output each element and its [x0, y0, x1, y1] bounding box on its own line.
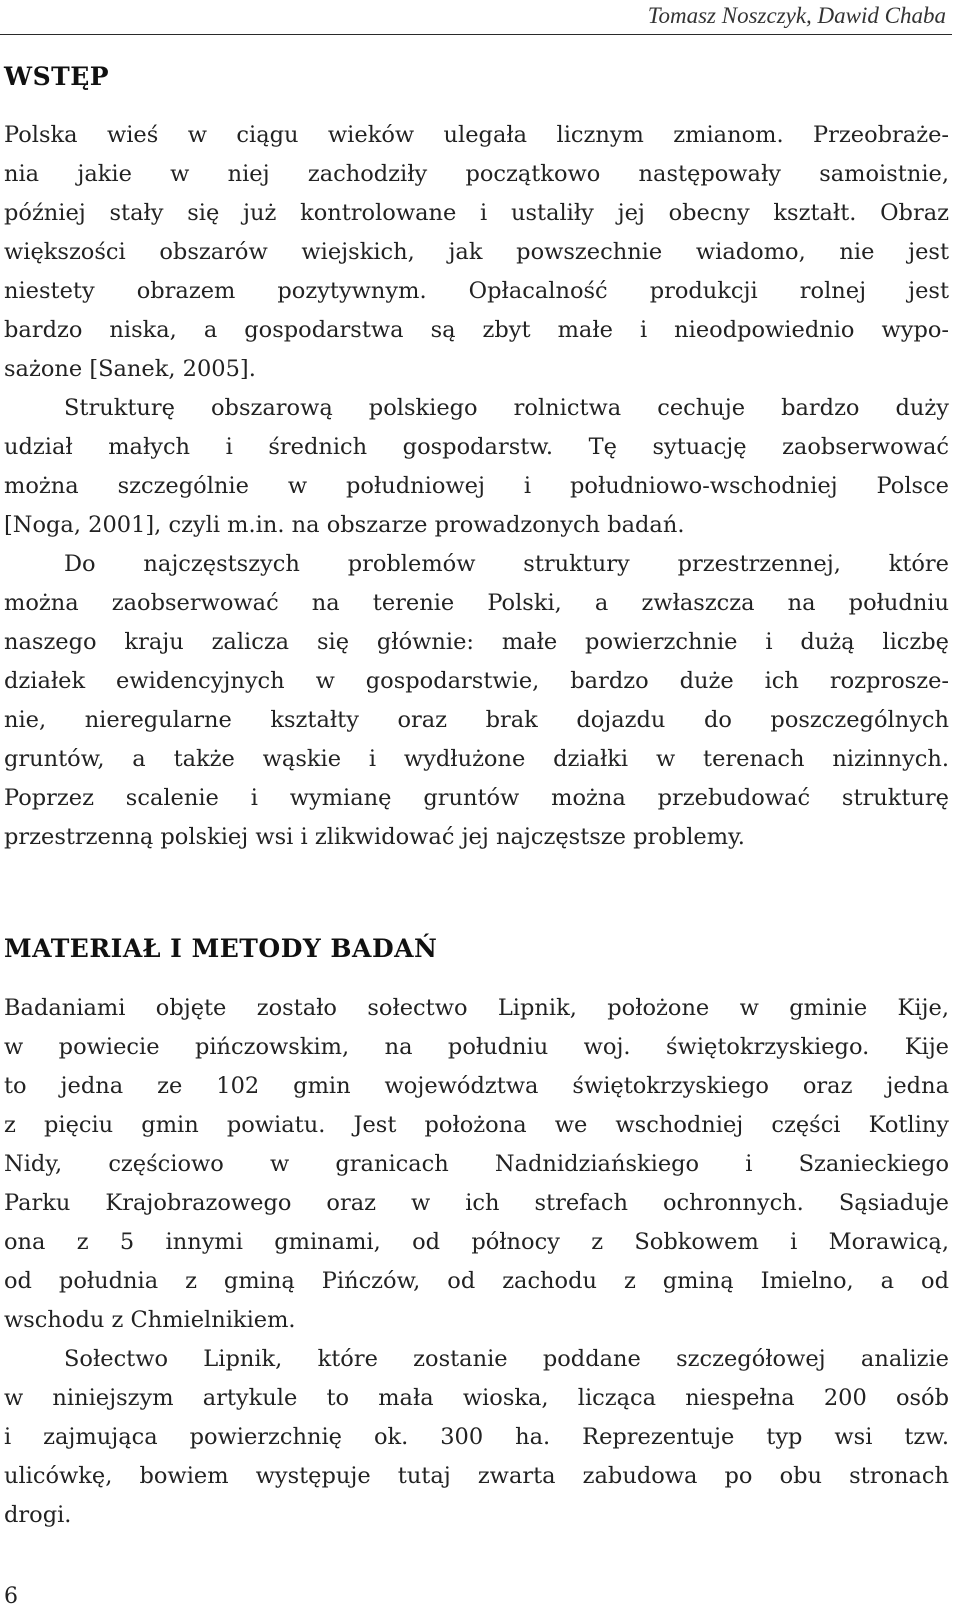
- body-text-line: udział małych i średnich gospodarstw. Tę sytuację zaobserwować: [4, 434, 949, 460]
- body-text-line: Sołectwo Lipnik, które zostanie poddane szczegółowej analizie: [64, 1346, 949, 1372]
- body-text-line: od południa z gminą Pińczów, od zachodu z gminą Imielno, a od: [4, 1268, 949, 1294]
- body-text-line: naszego kraju zalicza się głównie: małe powierzchnie i dużą liczbę: [4, 629, 949, 655]
- body-text-line: większości obszarów wiejskich, jak powszechnie wiadomo, nie jest: [4, 239, 949, 265]
- body-text-line: Badaniami objęte zostało sołectwo Lipnik, położone w gminie Kije,: [4, 995, 949, 1021]
- body-text-line: przestrzenną polskiej wsi i zlikwidować jej najczęstsze problemy.: [4, 824, 745, 850]
- body-text-line: można zaobserwować na terenie Polski, a zwłaszcza na południu: [4, 590, 949, 616]
- body-text-line: [Noga, 2001], czyli m.in. na obszarze prowadzonych badań.: [4, 512, 685, 538]
- body-text-line: ona z 5 innymi gminami, od północy z Sobkowem i Morawicą,: [4, 1229, 949, 1255]
- body-text-line: Do najczęstszych problemów struktury przestrzennej, które: [64, 551, 949, 577]
- body-text-line: Parku Krajobrazowego oraz w ich strefach ochronnych. Sąsiaduje: [4, 1190, 949, 1216]
- body-text-line: można szczególnie w południowej i południowo-wschodniej Polsce: [4, 473, 949, 499]
- body-text-line: Polska wieś w ciągu wieków ulegała licznym zmianom. Przeobraże-: [4, 122, 949, 148]
- running-header: [0, 0, 952, 35]
- body-text-line: niestety obrazem pozytywnym. Opłacalność produkcji rolnej jest: [4, 278, 949, 304]
- body-text-line: i zajmująca powierzchnię ok. 300 ha. Reprezentuje typ wsi tzw.: [4, 1424, 949, 1450]
- page-number: 6: [4, 1584, 18, 1609]
- body-text-line: nia jakie w niej zachodziły początkowo następowały samoistnie,: [4, 161, 949, 187]
- header-authors: Tomasz Noszczyk, Dawid Chaba: [647, 3, 946, 28]
- body-text-line: gruntów, a także wąskie i wydłużone działki w terenach nizinnych.: [4, 746, 949, 772]
- body-text-line: nie, nieregularne kształty oraz brak dojazdu do poszczególnych: [4, 707, 949, 733]
- body-text-line: w niniejszym artykule to mała wioska, licząca niespełna 200 osób: [4, 1385, 949, 1411]
- section-heading-intro: WSTĘP: [4, 62, 110, 91]
- body-text-line: to jedna ze 102 gmin województwa świętokrzyskiego oraz jedna: [4, 1073, 949, 1099]
- body-text-line: działek ewidencyjnych w gospodarstwie, bardzo duże ich rozprosze-: [4, 668, 949, 694]
- body-text-line: Nidy, częściowo w granicach Nadnidziańskiego i Szanieckiego: [4, 1151, 949, 1177]
- body-text-line: później stały się już kontrolowane i ustaliły jej obecny kształt. Obraz: [4, 200, 949, 226]
- body-text-line: ulicówkę, bowiem występuje tutaj zwarta zabudowa po obu stronach: [4, 1463, 949, 1489]
- body-text-line: sażone [Sanek, 2005].: [4, 356, 256, 382]
- body-text-line: bardzo niska, a gospodarstwa są zbyt małe i nieodpowiednio wypo-: [4, 317, 949, 343]
- body-text-line: w powiecie pińczowskim, na południu woj. świętokrzyskiego. Kije: [4, 1034, 949, 1060]
- body-text-line: drogi.: [4, 1502, 72, 1528]
- body-text-line: z pięciu gmin powiatu. Jest położona we wschodniej części Kotliny: [4, 1112, 949, 1138]
- body-text-line: Poprzez scalenie i wymianę gruntów można przebudować strukturę: [4, 785, 949, 811]
- section-heading-methods: MATERIAŁ I METODY BADAŃ: [4, 934, 438, 963]
- body-text-line: Strukturę obszarową polskiego rolnictwa cechuje bardzo duży: [64, 395, 949, 421]
- body-text-line: wschodu z Chmielnikiem.: [4, 1307, 296, 1333]
